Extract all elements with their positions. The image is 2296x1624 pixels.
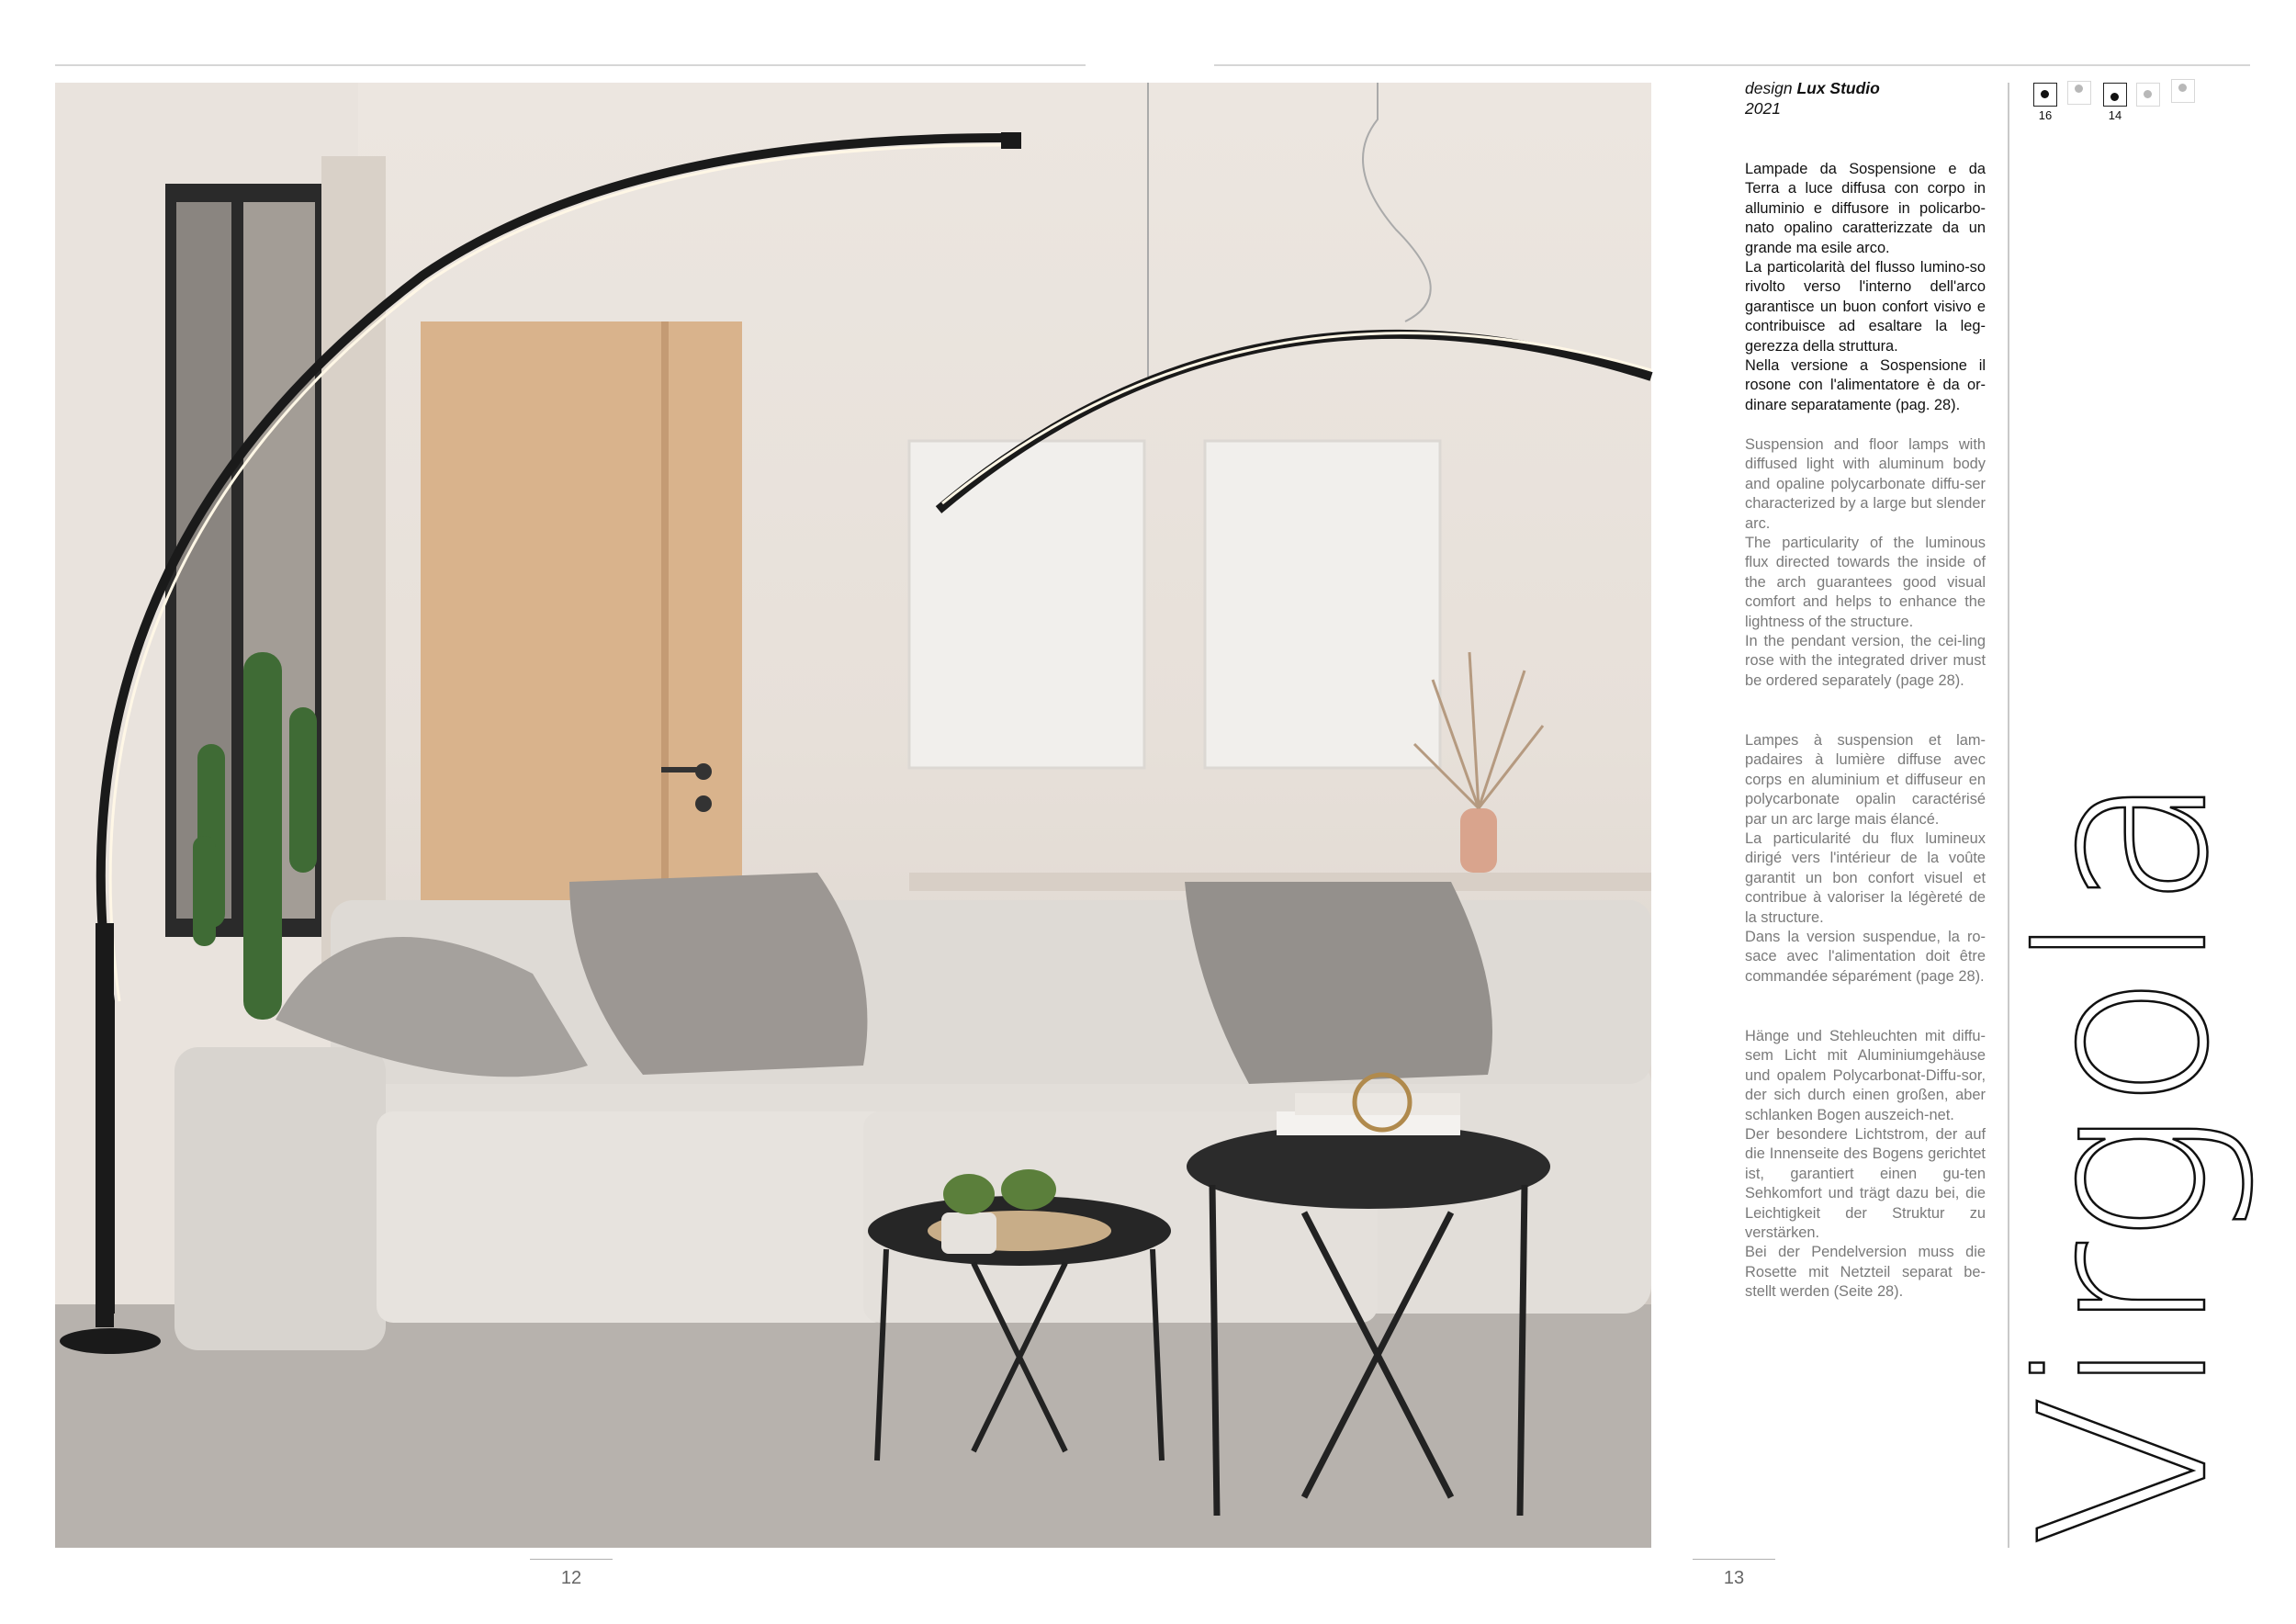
living-room-illustration [55, 83, 1651, 1548]
description-german: Hänge und Stehleuchten mit diffu-sem Licht mit Aluminiumgehäuse und opalem Polycarbonat-Diffu-sor, der sich durch einen großen, aber schlanken Bogen auszeich-net. Der besondere Lichtstrom, der auf die Innenseite des Bogens gerichtet ist, garantiert einen gu-ten Sehkomfort und trägt dazu bei, die Leichtigkeit der Struktur zu verstärken. Bei der Pendelversion muss die Rosette mit Netzteil separat be-stellt werden (Seite 28). [1745, 1028, 1986, 1301]
product-name: Virgola [1991, 758, 2258, 1548]
top-rule-left [55, 64, 1086, 66]
pendant-variant-page: 16 [2038, 108, 2053, 122]
wall-option-icon[interactable] [2171, 79, 2195, 103]
design-prefix: design [1745, 79, 1793, 97]
floor-variant-icon[interactable] [2103, 83, 2127, 107]
top-rule-right [1214, 64, 2250, 66]
design-year: 2021 [1745, 99, 1781, 118]
description-italian: Lampade da Sospensione e da Terra a luce diffusa con corpo in alluminio e diffusore in policarbo-nato opalino caratterizzate da un grande ma esile arco. La particolarità del flusso lumino-so rivolto verso l'interno dell'arco garantisce un buon confort visivo e contribuisce ad esaltare la leg-gerezza della struttura. Nella versione a Sospensione il rosone con l'alimentatore è da or-dinare separatamente (pag. 28). [1745, 161, 1986, 413]
design-studio: Lux Studio [1796, 79, 1880, 97]
product-name-wordmark [1991, 758, 2258, 1548]
page-number-left: 12 [560, 1568, 582, 1588]
product-photo [55, 83, 1651, 1548]
pendant-variant-icon[interactable] [2033, 83, 2057, 107]
design-credit [1745, 79, 1880, 98]
description-english: Suspension and floor lamps with diffused light with aluminum body and opaline polycarbonate diffu-ser characterized by a large but slender arc. The particularity of the luminous flux directed towards the inside of the arch guarantees good visual comfort and helps to enhance the lightness of the structure. In the pendant version, the cei-ling rose with the integrated driver must be ordered separately (page 28). [1745, 436, 1986, 689]
floor-option-icon[interactable] [2136, 83, 2160, 107]
page-number-rule-right [1693, 1559, 1775, 1560]
page-number-rule-left [530, 1559, 613, 1560]
description-french: Lampes à suspension et lam-padaires à lumière diffuse avec corps en aluminium et diffuseur en polycarbonate opalin caractérisé par un arc large mais élancé. La particularité du flux lumineux dirigé vers l'intérieur de la voûte garantit un bon confort visuel et contribue à valoriser la légèreté de la structure. Dans la version suspendue, la ro-sace avec l'alimentation doit être commandée séparément (page 28). [1745, 732, 1986, 985]
floor-variant-page: 14 [2108, 108, 2122, 122]
page-number-right: 13 [1723, 1568, 1745, 1588]
pendant-option-icon[interactable] [2067, 81, 2091, 105]
